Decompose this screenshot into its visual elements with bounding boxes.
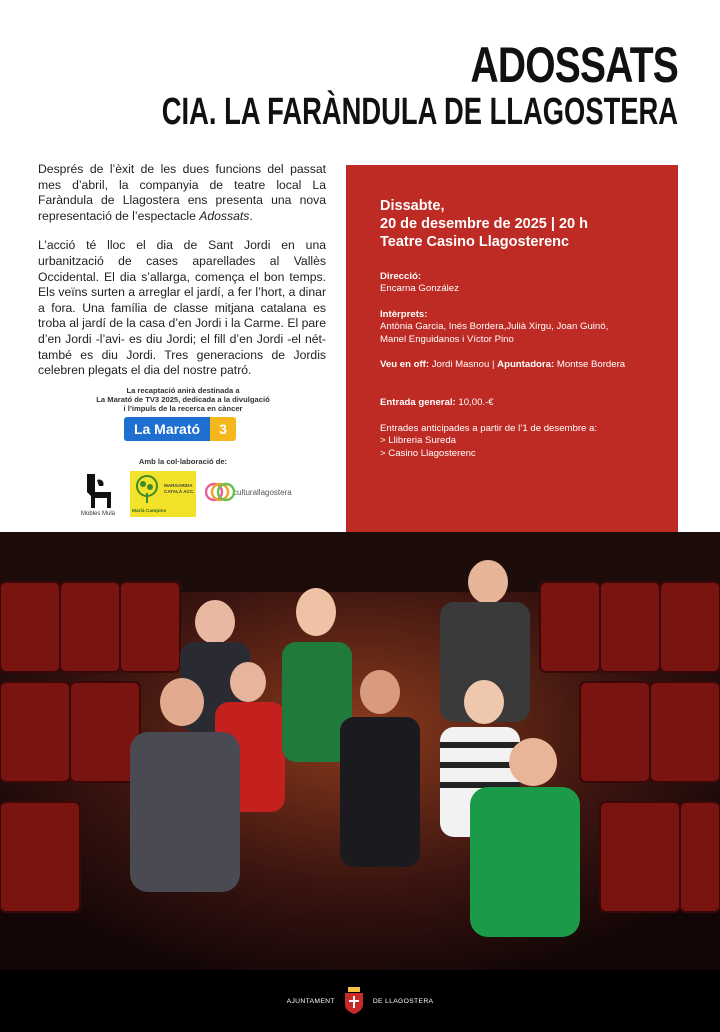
donation-line-3: i l’impuls de la recerca en càncer xyxy=(123,404,243,414)
outlet-2: > Casino Llagosterenc xyxy=(380,447,476,459)
margarida-logo xyxy=(130,471,196,517)
show-title: ADOSSATS xyxy=(470,37,678,93)
margarida-tag-2: CATALÀ ACC. xyxy=(164,489,195,494)
separator: | xyxy=(491,359,495,370)
event-venue: Teatre Casino Llagosterenc xyxy=(380,234,570,250)
la-marato-logo xyxy=(124,417,236,441)
footer-bar xyxy=(0,970,720,1032)
event-day: Dissabte, xyxy=(380,198,445,214)
prompter-name: Montse Bordera xyxy=(556,359,626,370)
event-date-block xyxy=(380,197,588,251)
donation-note xyxy=(80,386,286,414)
footer-llagostera: DE LLAGOSTERA xyxy=(372,997,434,1005)
director-name: Encarna González xyxy=(380,283,459,295)
theatre-cast-illustration xyxy=(0,532,720,970)
intro-text xyxy=(38,162,326,393)
ticket-label: Entrada general: xyxy=(380,397,456,408)
chair-icon xyxy=(81,472,115,510)
direction-label: Direcció: xyxy=(380,271,422,282)
direction-section xyxy=(380,271,459,296)
voice-name: Jordi Masnou xyxy=(431,359,490,370)
intro-p1-end: . xyxy=(249,208,253,223)
intro-paragraph-2: L’acció té lloc el dia de Sant Jordi en una urbanització de cases aparellades al Vallès Occidental. El dia s’allarga, comença el bon temps. Els veïns surten a arreglar el jardí, a fer l’hort, a dinar a fora. Una família de classe mitjana catalana es troba al jardí de la casa d’en Jordi i la Carme. El pare d’en Jordi -l’avi- es diu Jordi; el fill d’en Jordi -el nét- també es diu Jordi. Tres generacions de Jordis celebren plegats el dia del nostre patró. xyxy=(38,238,326,378)
footer-ajuntament: AJUNTAMENT xyxy=(286,997,335,1005)
marato-logo-text: La Marató xyxy=(124,417,210,441)
margarida-tree-label: Marià Campins xyxy=(132,509,167,514)
intro-paragraph-1 xyxy=(38,162,326,224)
intro-p1-text: Després de l’èxit de les dues funcions del passat mes d’abril, la companyia de teatre local La Faràndula de Llagostera ens presenta una nova representació de l’espectacle xyxy=(38,162,326,223)
event-date-time: 20 de desembre de 2025 | 20 h xyxy=(380,216,588,232)
ticket-line xyxy=(380,397,494,409)
tv3-badge-text: 3 xyxy=(219,421,227,437)
town-crest-icon xyxy=(343,987,365,1015)
performers-line-1: Antònia Garcia, Inés Bordera,Julià Xirgu, Joan Guinó, xyxy=(380,321,609,333)
rings-icon xyxy=(205,481,241,503)
mobles-label: Mobles Mulà xyxy=(80,511,115,517)
donation-line-1: La recaptació anirà destinada a xyxy=(126,386,240,395)
tv3-badge xyxy=(210,417,236,441)
voice-label: Veu en off: xyxy=(380,359,430,370)
cultura-label: culturallagostera xyxy=(233,487,292,497)
voice-prompter-line xyxy=(380,359,625,371)
cultura-llagostera-logo xyxy=(205,481,292,503)
advance-text: Entrades anticipades a partir de l’1 de desembre a: xyxy=(380,423,598,434)
show-name-italic: Adossats xyxy=(199,208,250,223)
margarida-tag xyxy=(164,483,195,495)
mobles-mula-logo xyxy=(78,472,118,517)
collaboration-label: Amb la col·laboració de: xyxy=(138,457,228,466)
event-info-panel xyxy=(346,165,678,545)
performers-label: Intèrprets: xyxy=(380,309,428,320)
tree-icon xyxy=(134,475,160,509)
advance-sales-section xyxy=(380,423,597,460)
performers-section xyxy=(380,309,608,346)
footer-content xyxy=(0,970,720,1032)
margarida-tag-1: MARGARIDA xyxy=(164,483,193,488)
outlet-1: > Llibreria Sureda xyxy=(380,435,456,447)
cast-photo xyxy=(0,532,720,970)
company-name: CIA. LA FARÀNDULA DE LLAGOSTERA xyxy=(161,91,678,133)
performers-line-2: Manel Enguidanos i Víctor Pino xyxy=(380,333,514,345)
header xyxy=(0,38,678,132)
ticket-price: 10,00.-€ xyxy=(458,397,494,408)
prompter-label: Apuntadora: xyxy=(497,359,555,370)
donation-line-2: La Marató de TV3 2025, dedicada a la divulgació xyxy=(96,395,270,405)
